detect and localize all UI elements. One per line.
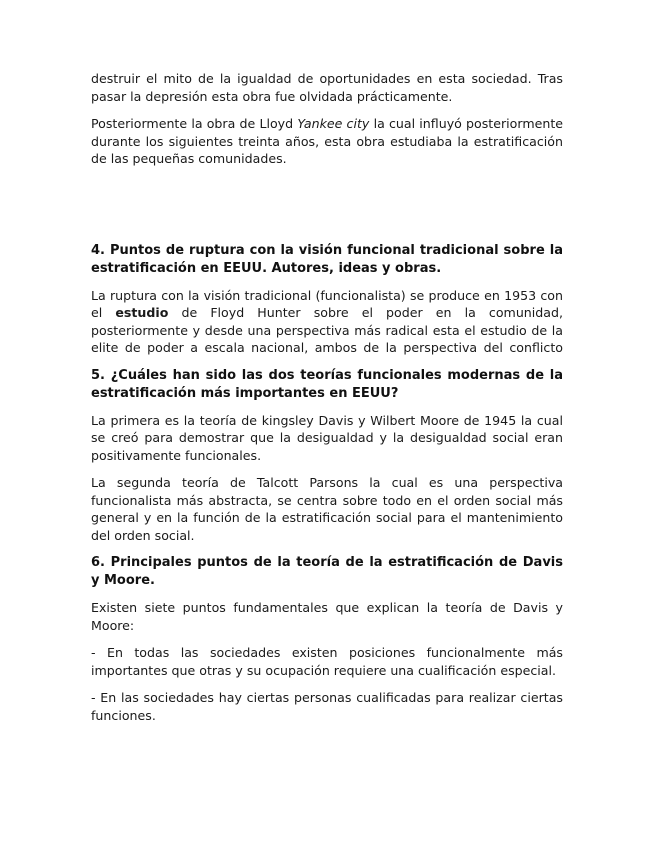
paragraph-mito-igualdad: destruir el mito de la igualdad de oportunidades en esta sociedad. Tras pasar la depresión esta obra fue olvidada prácticamente. — [91, 71, 563, 104]
paragraph-yankee-city — [91, 115, 563, 168]
paragraph-text: la cual influyó posteriormente durante los siguientes treinta años, esta obra estudiaba la estratificación de las pequeñas comunidades. — [91, 116, 564, 166]
paragraph-text: de Floyd Hunter sobre el poder en la comunidad, posteriormente y desde una perspectiva más radical esta el estudio de la elite de poder a escala nacional, ambos de la perspectiva del conflicto — [91, 305, 563, 355]
section-4-paragraph — [91, 287, 563, 357]
section-6-intro-paragraph: Existen siete puntos fundamentales que explican la teoría de Davis y Moore: — [91, 600, 563, 633]
section-5-heading: 5. ¿Cuáles han sido las dos teorías funcionales modernas de la estratificación más importantes en EEUU? — [91, 367, 563, 401]
section-5-paragraph-parsons: La segunda teoría de Talcott Parsons la cual es una perspectiva funcionalista más abstracta, se centra sobre todo en el orden social más general y en la función de la estratificación social para el mantenimiento del orden social. — [91, 475, 563, 543]
bold-word-estudio: estudio — [115, 305, 169, 320]
paragraph-text: La ruptura con la visión tradicional (funcionalista) se produce en 1953 con el — [91, 287, 563, 320]
book-title-yankee-city: Yankee city — [297, 116, 370, 131]
section-4-heading: 4. Puntos de ruptura con la visión funcional tradicional sobre la estratificación en EEUU. Autores, ideas y obras. — [91, 242, 563, 276]
section-6-point-1: - En todas las sociedades existen posiciones funcionalmente más importantes que otras y su ocupación requiere una cualificación especial. — [91, 645, 563, 678]
document-page — [91, 70, 563, 734]
section-5-paragraph-davis-moore: La primera es la teoría de kingsley Davis y Wilbert Moore de 1945 la cual se creó para demostrar que la desigualdad y la desigualdad social eran positivamente funcionales. — [91, 412, 563, 463]
blank-space — [91, 178, 563, 230]
section-6-point-2: - En las sociedades hay ciertas personas cualificadas para realizar ciertas funciones. — [91, 690, 563, 723]
paragraph-text: Posteriormente la obra de Lloyd — [91, 116, 298, 131]
section-6-heading: 6. Principales puntos de la teoría de la estratificación de Davis y Moore. — [91, 555, 563, 588]
